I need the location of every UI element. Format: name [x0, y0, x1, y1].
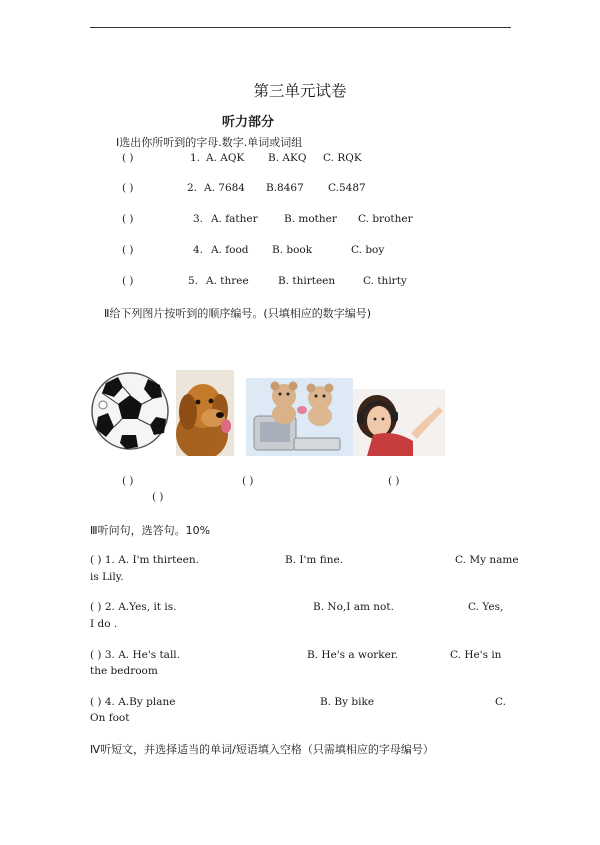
- answer-blank[interactable]: ( ): [122, 275, 134, 287]
- section2-heading: Ⅱ给下列图片按听到的顺序编号。(只填相应的数字编号): [104, 307, 371, 320]
- option-a: A. 7684: [204, 182, 245, 194]
- option-a: A. AQK: [206, 152, 245, 164]
- item-number: 1.: [190, 152, 201, 164]
- option-c: C. thirty: [363, 275, 407, 287]
- picture-answer-blank[interactable]: ( ): [242, 475, 254, 487]
- question-line: ( ) 1. A. I'm thirteen.: [90, 554, 199, 566]
- option-continued: On foot: [90, 712, 130, 724]
- option-continued: I do .: [90, 618, 118, 630]
- answer-blank[interactable]: ( ): [122, 213, 134, 225]
- question-line: ( ) 4. A.By plane: [90, 696, 176, 708]
- answer-blank[interactable]: ( ): [122, 182, 134, 194]
- option-b: B. By bike: [320, 696, 375, 708]
- header-rule: [90, 27, 511, 28]
- item-number: 2.: [187, 182, 198, 194]
- option-c: C. RQK: [323, 152, 362, 164]
- answer-blank[interactable]: ( ): [122, 152, 134, 164]
- option-c: C. He's in: [450, 649, 502, 661]
- item-number: 5.: [188, 275, 199, 287]
- option-b: B. He's a worker.: [307, 649, 399, 661]
- picture-answer-blank[interactable]: ( ): [388, 475, 400, 487]
- answer-blank[interactable]: ( ): [122, 244, 134, 256]
- question-line: ( ) 3. A. He's tall.: [90, 649, 180, 661]
- option-b: B. I'm fine.: [285, 554, 344, 566]
- option-b: B. No,I am not.: [313, 601, 394, 613]
- item-number: 3.: [193, 213, 204, 225]
- teddy-bears-computer-picture: [246, 378, 353, 456]
- option-continued: is Lily.: [90, 571, 124, 583]
- option-a: A. father: [211, 213, 258, 225]
- option-c: C. brother: [358, 213, 413, 225]
- section3-heading: Ⅲ听问句，选答句。10%: [90, 524, 211, 537]
- option-c: C. boy: [351, 244, 385, 256]
- option-a: A. food: [211, 244, 249, 256]
- option-c: C. Yes,: [468, 601, 504, 613]
- option-b: B. book: [272, 244, 313, 256]
- question-line: ( ) 2. A.Yes, it is.: [90, 601, 177, 613]
- option-a: A. three: [206, 275, 249, 287]
- option-b: B. AKQ: [268, 152, 307, 164]
- picture-answer-blank[interactable]: ( ): [122, 475, 134, 487]
- option-b: B. mother: [284, 213, 337, 225]
- section1-heading: Ⅰ选出你所听到的字母.数字.单词或词组: [116, 136, 303, 149]
- option-c: C.5487: [328, 182, 366, 194]
- option-b: B.8467: [266, 182, 304, 194]
- option-c: C. My name: [455, 554, 519, 566]
- item-number: 4.: [193, 244, 204, 256]
- option-c: C.: [495, 696, 506, 708]
- picture-answer-blank[interactable]: ( ): [152, 491, 164, 503]
- section-subtitle: 听力部分: [222, 115, 275, 130]
- option-continued: the bedroom: [90, 665, 158, 677]
- page-title: 第三单元试卷: [253, 82, 347, 100]
- dog-picture: [176, 370, 234, 456]
- girl-headphones-picture: [353, 389, 445, 456]
- section4-heading: Ⅳ听短文，并选择适当的单词/短语填入空格（只需填相应的字母编号）: [90, 743, 434, 756]
- option-b: B. thirteen: [278, 275, 336, 287]
- soccer-ball-picture: [90, 369, 172, 453]
